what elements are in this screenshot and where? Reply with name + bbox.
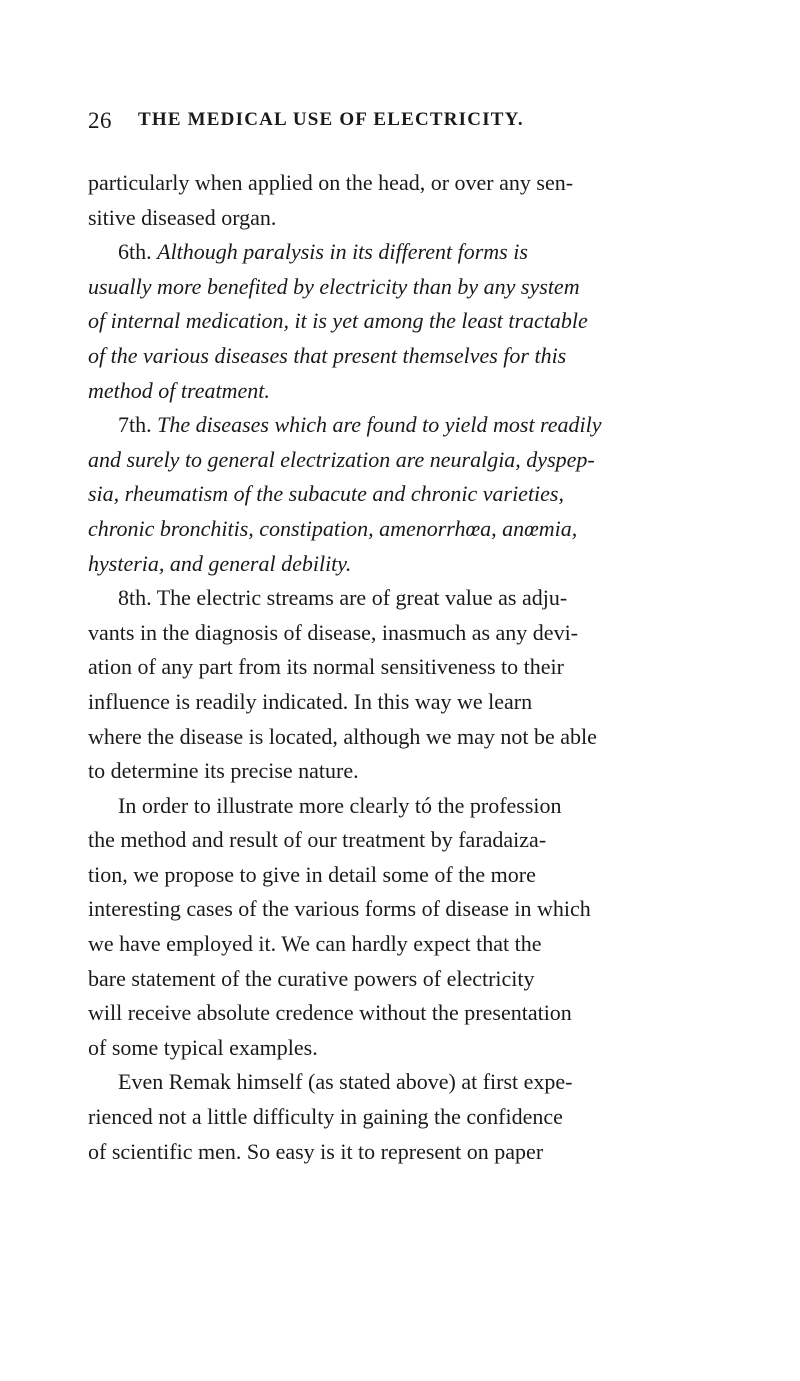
text-line: bare statement of the curative powers of electricity <box>88 965 535 991</box>
paragraph-1 <box>88 166 728 235</box>
text-line: vants in the diagnosis of disease, inasmuch as any devi- <box>88 619 579 645</box>
text-line: sia, rheumatism of the subacute and chronic varieties, <box>88 481 564 507</box>
text-line: hysteria, and general debility. <box>88 550 352 576</box>
text-line: the method and result of our treatment by faradaiza- <box>88 827 547 853</box>
body-text <box>88 166 728 1169</box>
text-line: particularly when applied on the head, or over any sen- <box>88 170 574 195</box>
italic-text: Although paralysis in its different forms is <box>157 239 528 265</box>
text-line: of scientific men. So easy is it to represent on paper <box>88 1138 544 1164</box>
text-line: method of treatment. <box>88 377 270 403</box>
paragraph-number: 7th. <box>118 412 152 438</box>
text-line: usually more benefited by electricity than by any system <box>88 273 580 299</box>
text-line: sitive diseased organ. <box>88 204 277 230</box>
text-line <box>88 408 728 443</box>
text-line <box>88 235 728 270</box>
text-line: chronic bronchitis, constipation, amenorrhœa, anœmia, <box>88 515 578 541</box>
text-line: to determine its precise nature. <box>88 758 359 784</box>
text-line: ation of any part from its normal sensitiveness to their <box>88 654 564 680</box>
paragraph-illustrate <box>88 789 728 1066</box>
text-line: where the disease is located, although we may not be able <box>88 723 597 749</box>
text-line: of the various diseases that present themselves for this <box>88 342 567 368</box>
text-line: of some typical examples. <box>88 1034 318 1060</box>
text-line: and surely to general electrization are neuralgia, dyspep- <box>88 446 595 472</box>
text-line: 8th. The electric streams are of great value as adju- <box>118 585 568 611</box>
text-line: of internal medication, it is yet among the least tractable <box>88 308 588 334</box>
text-line: we have employed it. We can hardly expect that the <box>88 931 542 957</box>
paragraph-remak <box>88 1065 728 1169</box>
running-title: THE MEDICAL USE OF ELECTRICITY. <box>138 109 524 130</box>
text-line: tion, we propose to give in detail some of the more <box>88 861 536 887</box>
text-line: interesting cases of the various forms of disease in which <box>88 896 591 922</box>
paragraph-8th <box>88 581 728 789</box>
italic-text: The diseases which are found to yield most readily <box>157 412 602 438</box>
text-line: Even Remak himself (as stated above) at first expe- <box>118 1069 573 1095</box>
text-line: In order to illustrate more clearly tó the profession <box>118 792 562 818</box>
paragraph-number: 6th. <box>118 239 152 265</box>
text-line: will receive absolute credence without the presentation <box>88 1000 572 1026</box>
paragraph-7th <box>88 408 728 581</box>
text-line: rienced not a little difficulty in gaining the confidence <box>88 1104 563 1130</box>
page-number: 26 <box>88 108 112 133</box>
page-header <box>88 108 728 138</box>
paragraph-6th <box>88 235 728 408</box>
text-line: influence is readily indicated. In this way we learn <box>88 688 533 714</box>
